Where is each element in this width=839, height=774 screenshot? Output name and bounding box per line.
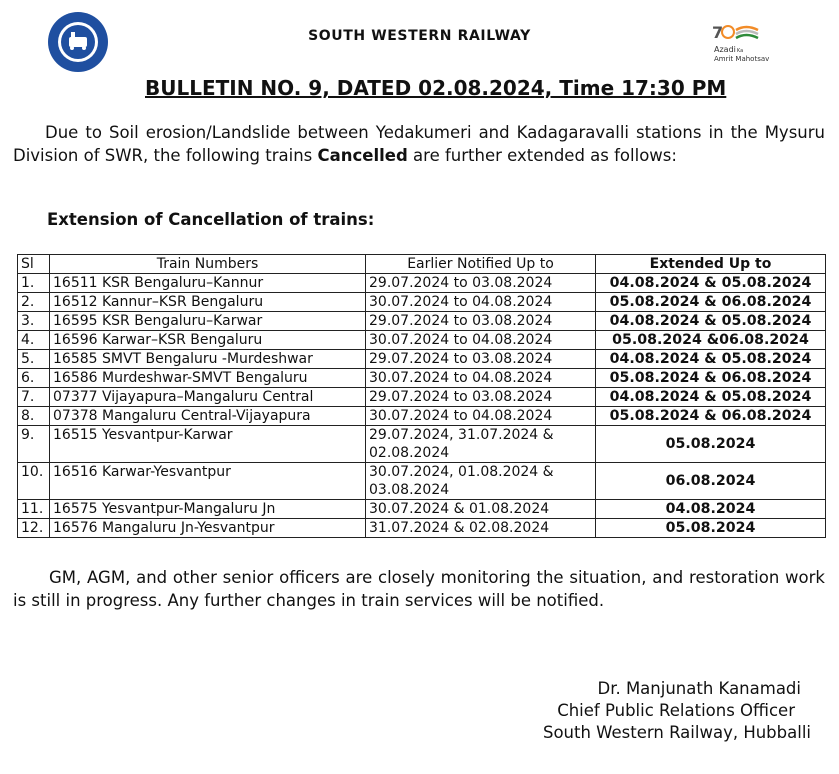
row-earlier: 30.07.2024, 01.08.2024 & 03.08.2024 xyxy=(366,463,596,500)
intro-text-after: are further extended as follows: xyxy=(407,146,677,165)
table-row xyxy=(18,407,826,426)
table-row xyxy=(18,293,826,312)
row-extended: 04.08.2024 & 05.08.2024 xyxy=(596,388,826,407)
bulletin-title: BULLETIN NO. 9, DATED 02.08.2024, Time 17:30 PM xyxy=(145,76,727,100)
row-sl: 5. xyxy=(18,350,50,369)
row-train: 07377 Vijayapura–Mangaluru Central xyxy=(50,388,366,407)
row-train: 16576 Mangaluru Jn-Yesvantpur xyxy=(50,519,366,538)
header-earlier-notified: Earlier Notified Up to xyxy=(366,255,596,274)
row-train: 16515 Yesvantpur-Karwar xyxy=(50,426,366,463)
row-sl: 12. xyxy=(18,519,50,538)
row-earlier: 29.07.2024, 31.07.2024 & 02.08.2024 xyxy=(366,426,596,463)
section-subheading: Extension of Cancellation of trains: xyxy=(47,210,375,229)
row-train: 07378 Mangaluru Central-Vijayapura xyxy=(50,407,366,426)
row-sl: 8. xyxy=(18,407,50,426)
row-train: 16595 KSR Bengaluru–Karwar xyxy=(50,312,366,331)
row-train: 16586 Murdeshwar-SMVT Bengaluru xyxy=(50,369,366,388)
intro-paragraph xyxy=(13,121,825,167)
row-sl: 7. xyxy=(18,388,50,407)
row-extended: 04.08.2024 & 05.08.2024 xyxy=(596,350,826,369)
svg-text:AzadiKa: AzadiKa xyxy=(714,45,744,54)
row-earlier: 30.07.2024 to 04.08.2024 xyxy=(366,369,596,388)
row-extended: 05.08.2024 xyxy=(596,426,826,463)
table-row xyxy=(18,369,826,388)
signatory-name: Dr. Manjunath Kanamadi xyxy=(597,679,801,698)
row-extended: 06.08.2024 xyxy=(596,463,826,500)
cancellation-table xyxy=(17,254,826,538)
row-earlier: 30.07.2024 & 01.08.2024 xyxy=(366,500,596,519)
row-earlier: 29.07.2024 to 03.08.2024 xyxy=(366,312,596,331)
header-train-numbers: Train Numbers xyxy=(50,255,366,274)
table-row xyxy=(18,463,826,500)
table-row xyxy=(18,426,826,463)
row-sl: 1. xyxy=(18,274,50,293)
signatory-office: South Western Railway, Hubballi xyxy=(542,723,811,742)
row-sl: 6. xyxy=(18,369,50,388)
row-earlier: 29.07.2024 to 03.08.2024 xyxy=(366,274,596,293)
row-extended: 05.08.2024 & 06.08.2024 xyxy=(596,293,826,312)
organization-title: SOUTH WESTERN RAILWAY xyxy=(308,28,531,44)
table-row xyxy=(18,519,826,538)
row-sl: 3. xyxy=(18,312,50,331)
signature-block xyxy=(543,678,811,744)
row-extended: 04.08.2024 xyxy=(596,500,826,519)
table-row xyxy=(18,388,826,407)
row-train: 16596 Karwar–KSR Bengaluru xyxy=(50,331,366,350)
row-train: 16512 Kannur–KSR Bengaluru xyxy=(50,293,366,312)
azadi-ka-amrit-mahotsav-logo xyxy=(704,22,780,66)
row-earlier: 30.07.2024 to 04.08.2024 xyxy=(366,331,596,350)
svg-text:7: 7 xyxy=(712,23,724,42)
row-extended: 05.08.2024 & 06.08.2024 xyxy=(596,407,826,426)
row-extended: 04.08.2024 & 05.08.2024 xyxy=(596,312,826,331)
row-train: 16516 Karwar-Yesvantpur xyxy=(50,463,366,500)
row-sl: 2. xyxy=(18,293,50,312)
row-sl: 10. xyxy=(18,463,50,500)
table-row xyxy=(18,350,826,369)
table-row xyxy=(18,274,826,293)
svg-text:Amrit Mahotsav: Amrit Mahotsav xyxy=(714,55,770,63)
table-row xyxy=(18,500,826,519)
row-sl: 4. xyxy=(18,331,50,350)
row-train: 16511 KSR Bengaluru–Kannur xyxy=(50,274,366,293)
row-train: 16575 Yesvantpur-Mangaluru Jn xyxy=(50,500,366,519)
intro-bold-cancelled: Cancelled xyxy=(317,146,408,165)
row-earlier: 29.07.2024 to 03.08.2024 xyxy=(366,350,596,369)
row-train: 16585 SMVT Bengaluru -Murdeshwar xyxy=(50,350,366,369)
signatory-designation: Chief Public Relations Officer xyxy=(557,701,795,720)
table-row xyxy=(18,331,826,350)
intro-text-before: Due to Soil erosion/Landslide between Yedakumeri and Kadagaravalli stations in the Mysuru Division of SWR, the following trains xyxy=(13,123,825,165)
row-extended: 04.08.2024 & 05.08.2024 xyxy=(596,274,826,293)
header-extended-up-to: Extended Up to xyxy=(596,255,826,274)
row-sl: 9. xyxy=(18,426,50,463)
row-sl: 11. xyxy=(18,500,50,519)
table-row xyxy=(18,312,826,331)
row-earlier: 30.07.2024 to 04.08.2024 xyxy=(366,293,596,312)
row-earlier: 31.07.2024 & 02.08.2024 xyxy=(366,519,596,538)
row-earlier: 29.07.2024 to 03.08.2024 xyxy=(366,388,596,407)
closing-paragraph: GM, AGM, and other senior officers are closely monitoring the situation, and restoration work is still in progress. Any further changes in train services will be notified. xyxy=(13,568,825,610)
row-earlier: 30.07.2024 to 04.08.2024 xyxy=(366,407,596,426)
row-extended: 05.08.2024 &06.08.2024 xyxy=(596,331,826,350)
row-extended: 05.08.2024 & 06.08.2024 xyxy=(596,369,826,388)
header-sl: Sl xyxy=(18,255,50,274)
table-header-row xyxy=(18,255,826,274)
row-extended: 05.08.2024 xyxy=(596,519,826,538)
